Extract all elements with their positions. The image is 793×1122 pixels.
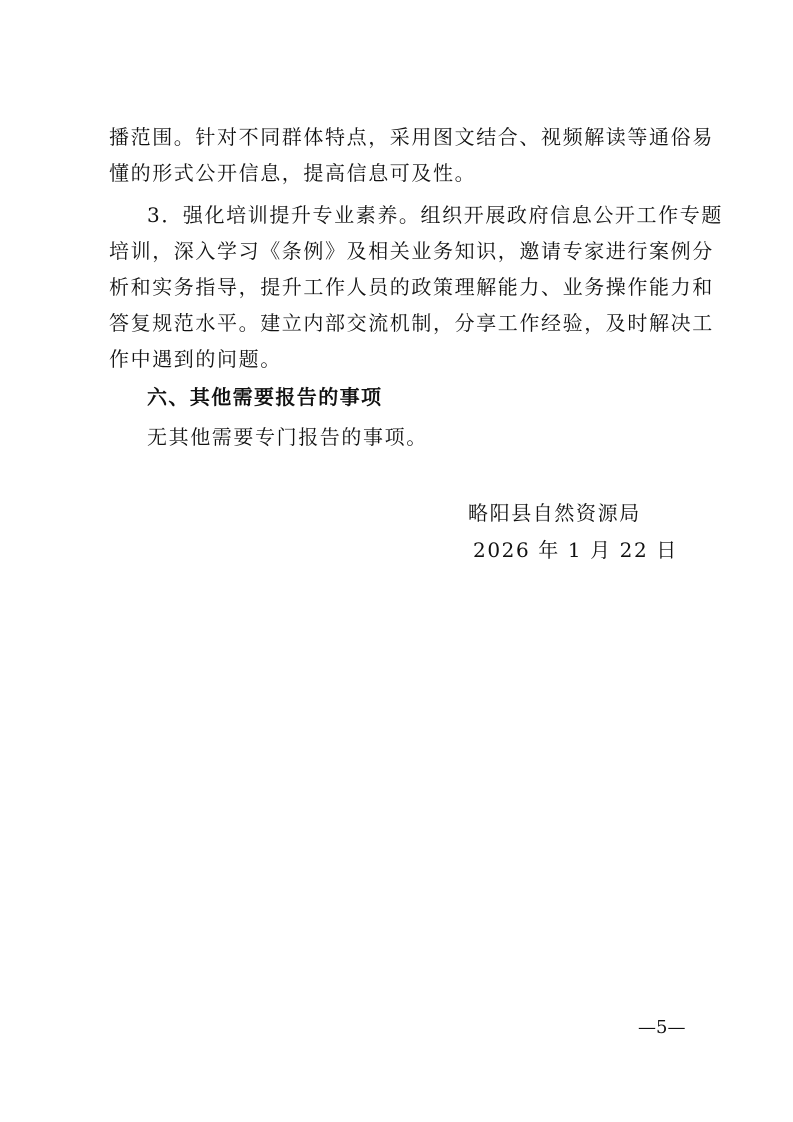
section-heading: 六、其他需要报告的事项 [147,385,383,409]
signature-date: 2026 年 1 月 22 日 [473,538,678,562]
body-line-2: 懂的形式公开信息，提高信息可及性。 [109,161,477,185]
body-line-1: 播范围。针对不同群体特点，采用图文结合、视频解读等通俗易 [109,125,714,149]
body-line-3: 3．强化培训提升专业素养。组织开展政府信息公开工作专题 [147,203,723,227]
body-line-7: 作中遇到的问题。 [109,347,282,371]
body-line-6: 答复规范水平。建立内部交流机制，分享工作经验，及时解决工 [109,311,714,335]
page-number: —5— [638,1017,686,1038]
section-text: 无其他需要专门报告的事项。 [147,425,428,449]
body-line-4: 培训，深入学习《条例》及相关业务知识，邀请专家进行案例分 [109,239,714,263]
body-line-5: 析和实务指导，提升工作人员的政策理解能力、业务操作能力和 [109,275,714,299]
signature-org: 略阳县自然资源局 [468,501,641,525]
